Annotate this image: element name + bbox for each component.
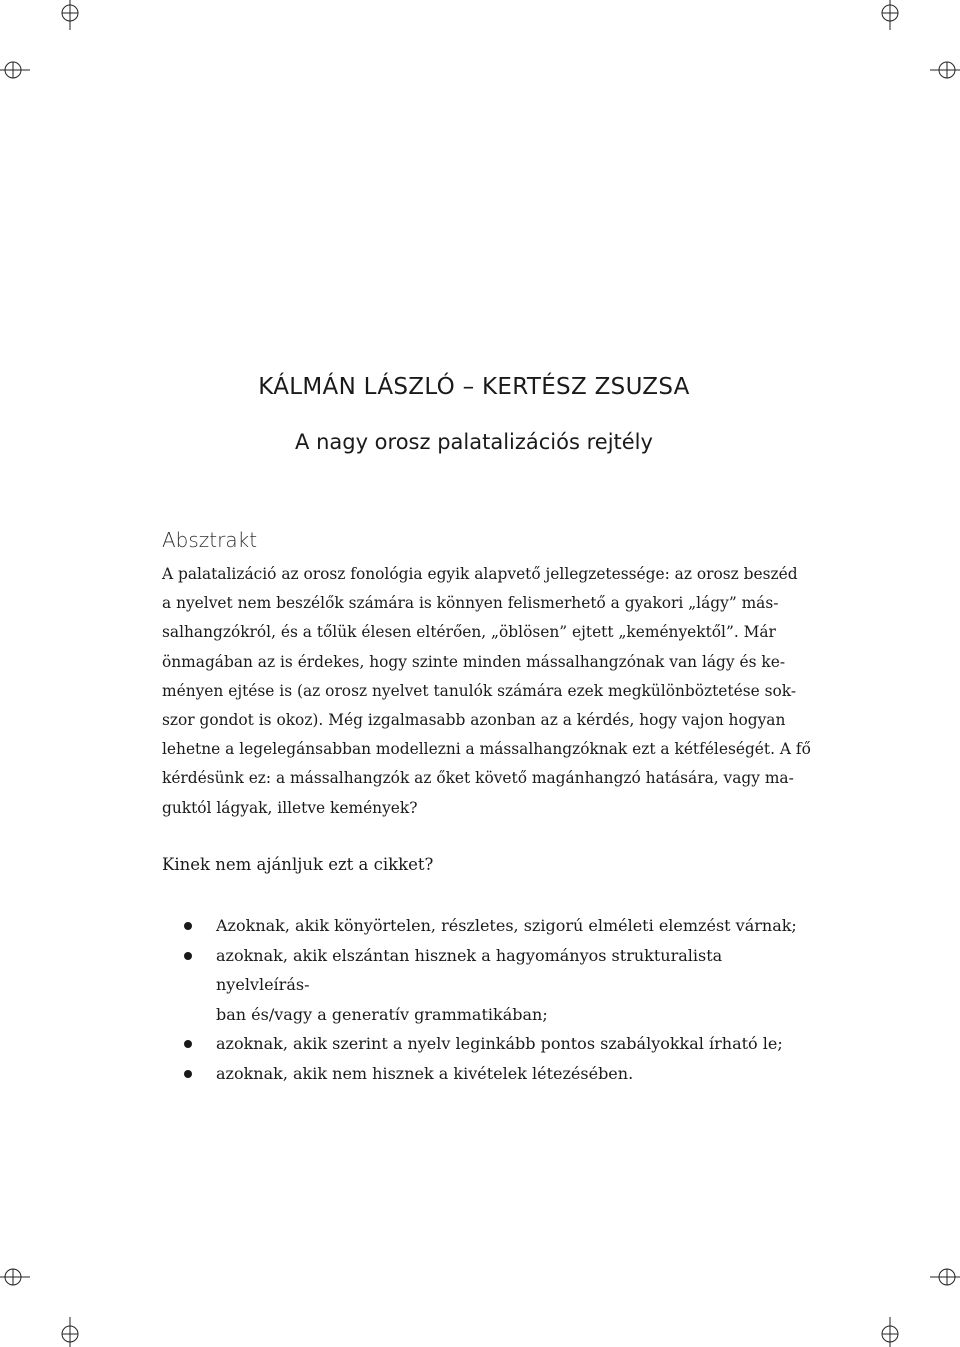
registration-mark-bottom-right [870, 1257, 960, 1347]
authors-heading: KÁLMÁN LÁSZLÓ – KERTÉSZ ZSUZSA [258, 374, 690, 400]
registration-mark-top-right [870, 0, 960, 90]
abstract-line: kérdésünk ez: a mássalhangzók az őket követő magánhangzó hatására, vagy ma- [162, 769, 794, 788]
abstract-body [162, 560, 811, 823]
list-item-text: Azoknak, akik könyörtelen, részletes, szigorú elméleti elemzést várnak; [216, 916, 797, 935]
bullet-icon [184, 1040, 192, 1048]
bullet-icon [184, 922, 192, 930]
abstract-line: guktól lágyak, illetve kemények? [162, 798, 418, 817]
bullet-icon [184, 1070, 192, 1078]
abstract-line: lehetne a legelegánsabban modellezni a mássalhangzóknak ezt a kétféleségét. A fő [162, 740, 811, 759]
list-item-text: azoknak, akik elszántan hisznek a hagyományos strukturalista nyelvleírás- [216, 945, 723, 994]
registration-mark-top-left [0, 0, 90, 90]
abstract-line: szor gondot is okoz). Még izgalmasabb azonban az a kérdés, hogy vajon hogyan [162, 711, 786, 730]
list-item-text: azoknak, akik nem hisznek a kivételek létezésében. [216, 1063, 634, 1083]
bullet-list [162, 911, 802, 1088]
list-item [162, 1029, 802, 1059]
bullet-icon [184, 952, 192, 960]
list-item-text: azoknak, akik szerint a nyelv leginkább pontos szabályokkal írható le; [216, 1034, 783, 1053]
abstract-line: salhangzókról, és a tőlük élesen eltérően, „öblösen” ejtett „keményektől”. Már [162, 623, 776, 642]
abstract-heading: Absztrakt [162, 528, 258, 552]
abstract-line: ményen ejtése is (az orosz nyelvet tanulók számára ezek megkülönböztetése sok- [162, 681, 797, 700]
abstract-line: A palatalizáció az orosz fonológia egyik alapvető jellegzetessége: az orosz beszéd [162, 565, 798, 583]
section-question: Kinek nem ajánljuk ezt a cikket? [162, 855, 434, 874]
list-item-text: ban és/vagy a generatív grammatikában; [216, 1004, 548, 1024]
list-item [162, 941, 802, 1030]
list-item [162, 911, 802, 941]
list-item [162, 1059, 802, 1089]
registration-mark-bottom-left [0, 1257, 90, 1347]
article-title: A nagy orosz palatalizációs rejtély [295, 430, 653, 454]
abstract-line: a nyelvet nem beszélők számára is könnyen felismerhető a gyakori „lágy” más- [162, 594, 779, 613]
abstract-line: önmagában az is érdekes, hogy szinte minden mássalhangzónak van lágy és ke- [162, 652, 786, 671]
